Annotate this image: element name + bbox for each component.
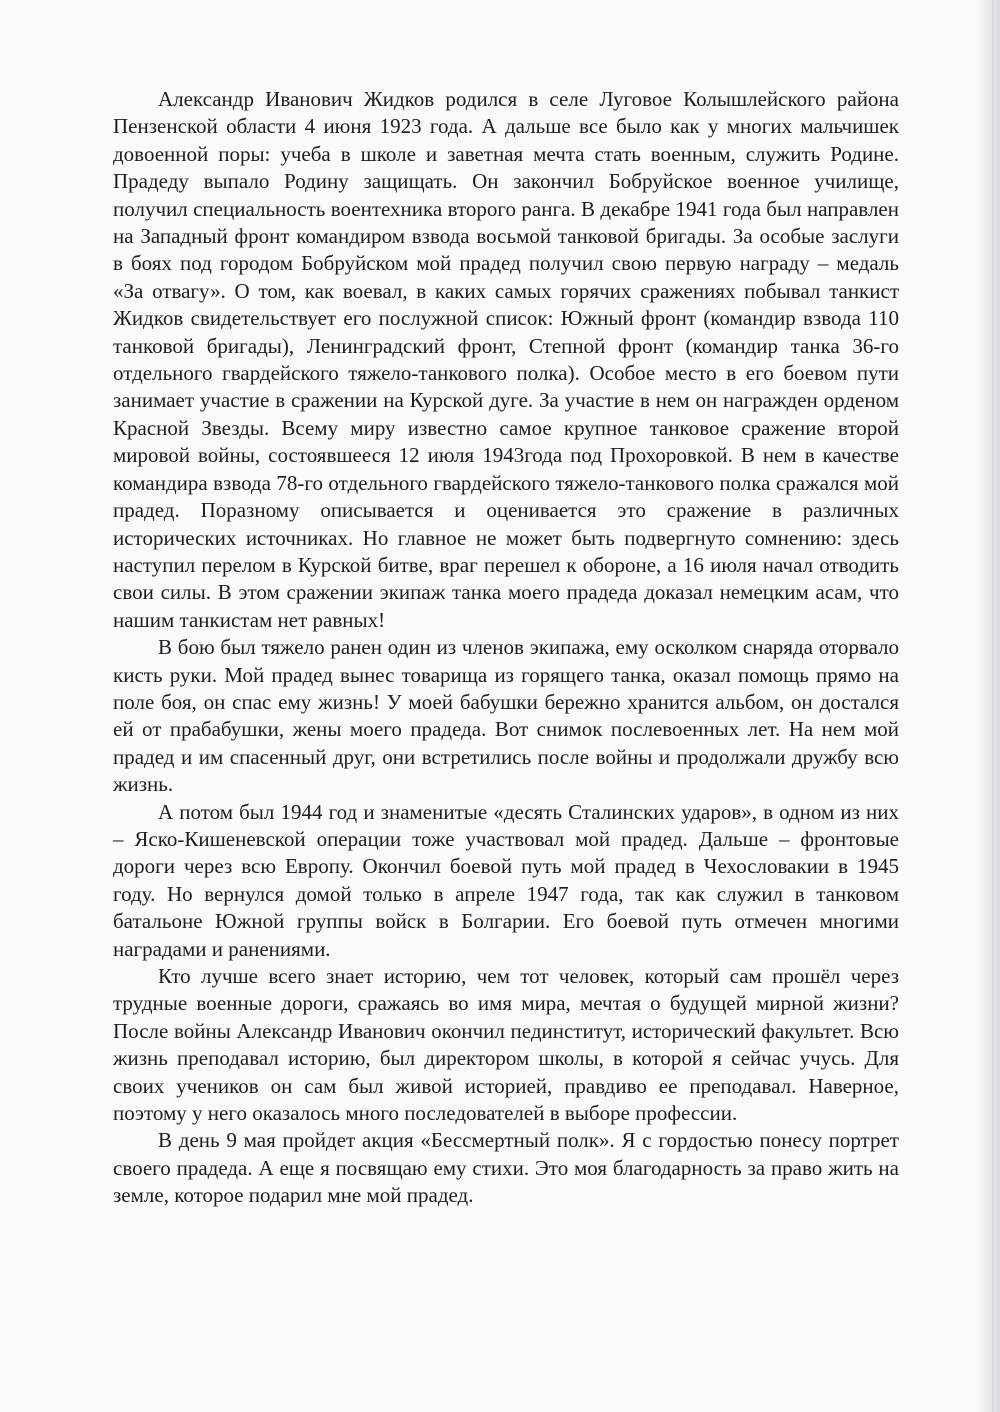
paragraph-1: Александр Иванович Жидков родился в селе Луговое Колышлейского района Пензенской области 4 июня 1923 года. А дальше все было как у многих мальчишек довоенной поры: учеба в школе и заветная мечта стать военным, служить Родине. Прадеду выпало Родину защищать. Он закончил Бобруйское военное училище, получил специальность воентехника второго ранга. В декабре 1941 года был направлен на Западный фронт командиром взвода восьмой танковой бригады. За особые заслуги в боях под городом Бобруйском мой прадед получил свою первую награду – медаль «За отвагу». О том, как воевал, в каких самых горячих сражениях побывал танкист Жидков свидетельствует его послужной список: Южный фронт (командир взвода 110 танковой бригады), Ленинградский фронт, Степной фронт (командир танка 36-го отдельного гвардейского тяжело-танкового полка). Особое место в его боевом пути занимает участие в сражении на Курской дуге. За участие в нем он награжден орденом Красной Звезды. Всему миру известно самое крупное танковое сражение второй мировой войны, состоявшееся 12 июля 1943года под Прохоровкой. В нем в качестве командира взвода 78-го отдельного гвардейского тяжело-танкового полка сражался мой прадед. Поразному описывается и оценивается это сражение в различных исторических источниках. Но главное не может быть подвергнуто сомнению: здесь наступил перелом в Курской битве, враг перешел к обороне, а 16 июля начал отводить свои силы. В этом сражении экипаж танка моего прадеда доказал немецким асам, что нашим танкистам нет равных! <box>113 87 899 632</box>
paragraph-2: В бою был тяжело ранен один из членов экипажа, ему осколком снаряда оторвало кисть руки. Мой прадед вынес товарища из горящего танка, оказал помощь прямо на поле боя, он спас ему жизнь! У моей бабушки бережно хранится альбом, он достался ей от прабабушки, жены моего прадеда. Вот снимок послевоенных лет. На нем мой прадед и им спасенный друг, они встретились после войны и продолжали дружбу всю жизнь. <box>113 635 899 797</box>
page-edge-shadow <box>978 0 1000 1412</box>
essay-text <box>113 86 899 1210</box>
page-edge-line <box>992 0 994 1412</box>
paragraph-5: В день 9 мая пройдет акция «Бессмертный полк». Я с гордостью понесу портрет своего прадеда. А еще я посвящаю ему стихи. Это моя благодарность за право жить на земле, которое подарил мне мой прадед. <box>113 1128 899 1208</box>
paragraph-4: Кто лучше всего знает историю, чем тот человек, который сам прошёл через трудные военные дороги, сражаясь во имя мира, мечтая о будущей мирной жизни? После войны Александр Иванович окончил пединститут, исторический факультет. Всю жизнь преподавал историю, был директором школы, в которой я сейчас учусь. Для своих учеников он сам был живой историей, правдиво ее преподавал. Наверное, поэтому у него оказалось много последователей в выборе профессии. <box>113 964 899 1126</box>
paragraph-3: А потом был 1944 год и знаменитые «десять Сталинских ударов», в одном из них – Яско-Кишеневской операции тоже участвовал мой прадед. Дальше – фронтовые дороги через всю Европу. Окончил боевой путь мой прадед в Чехословакии в 1945 году. Но вернулся домой только в апреле 1947 года, так как служил в танковом батальоне Южной группы войск в Болгарии. Его боевой путь отмечен многими наградами и ранениями. <box>113 799 899 961</box>
